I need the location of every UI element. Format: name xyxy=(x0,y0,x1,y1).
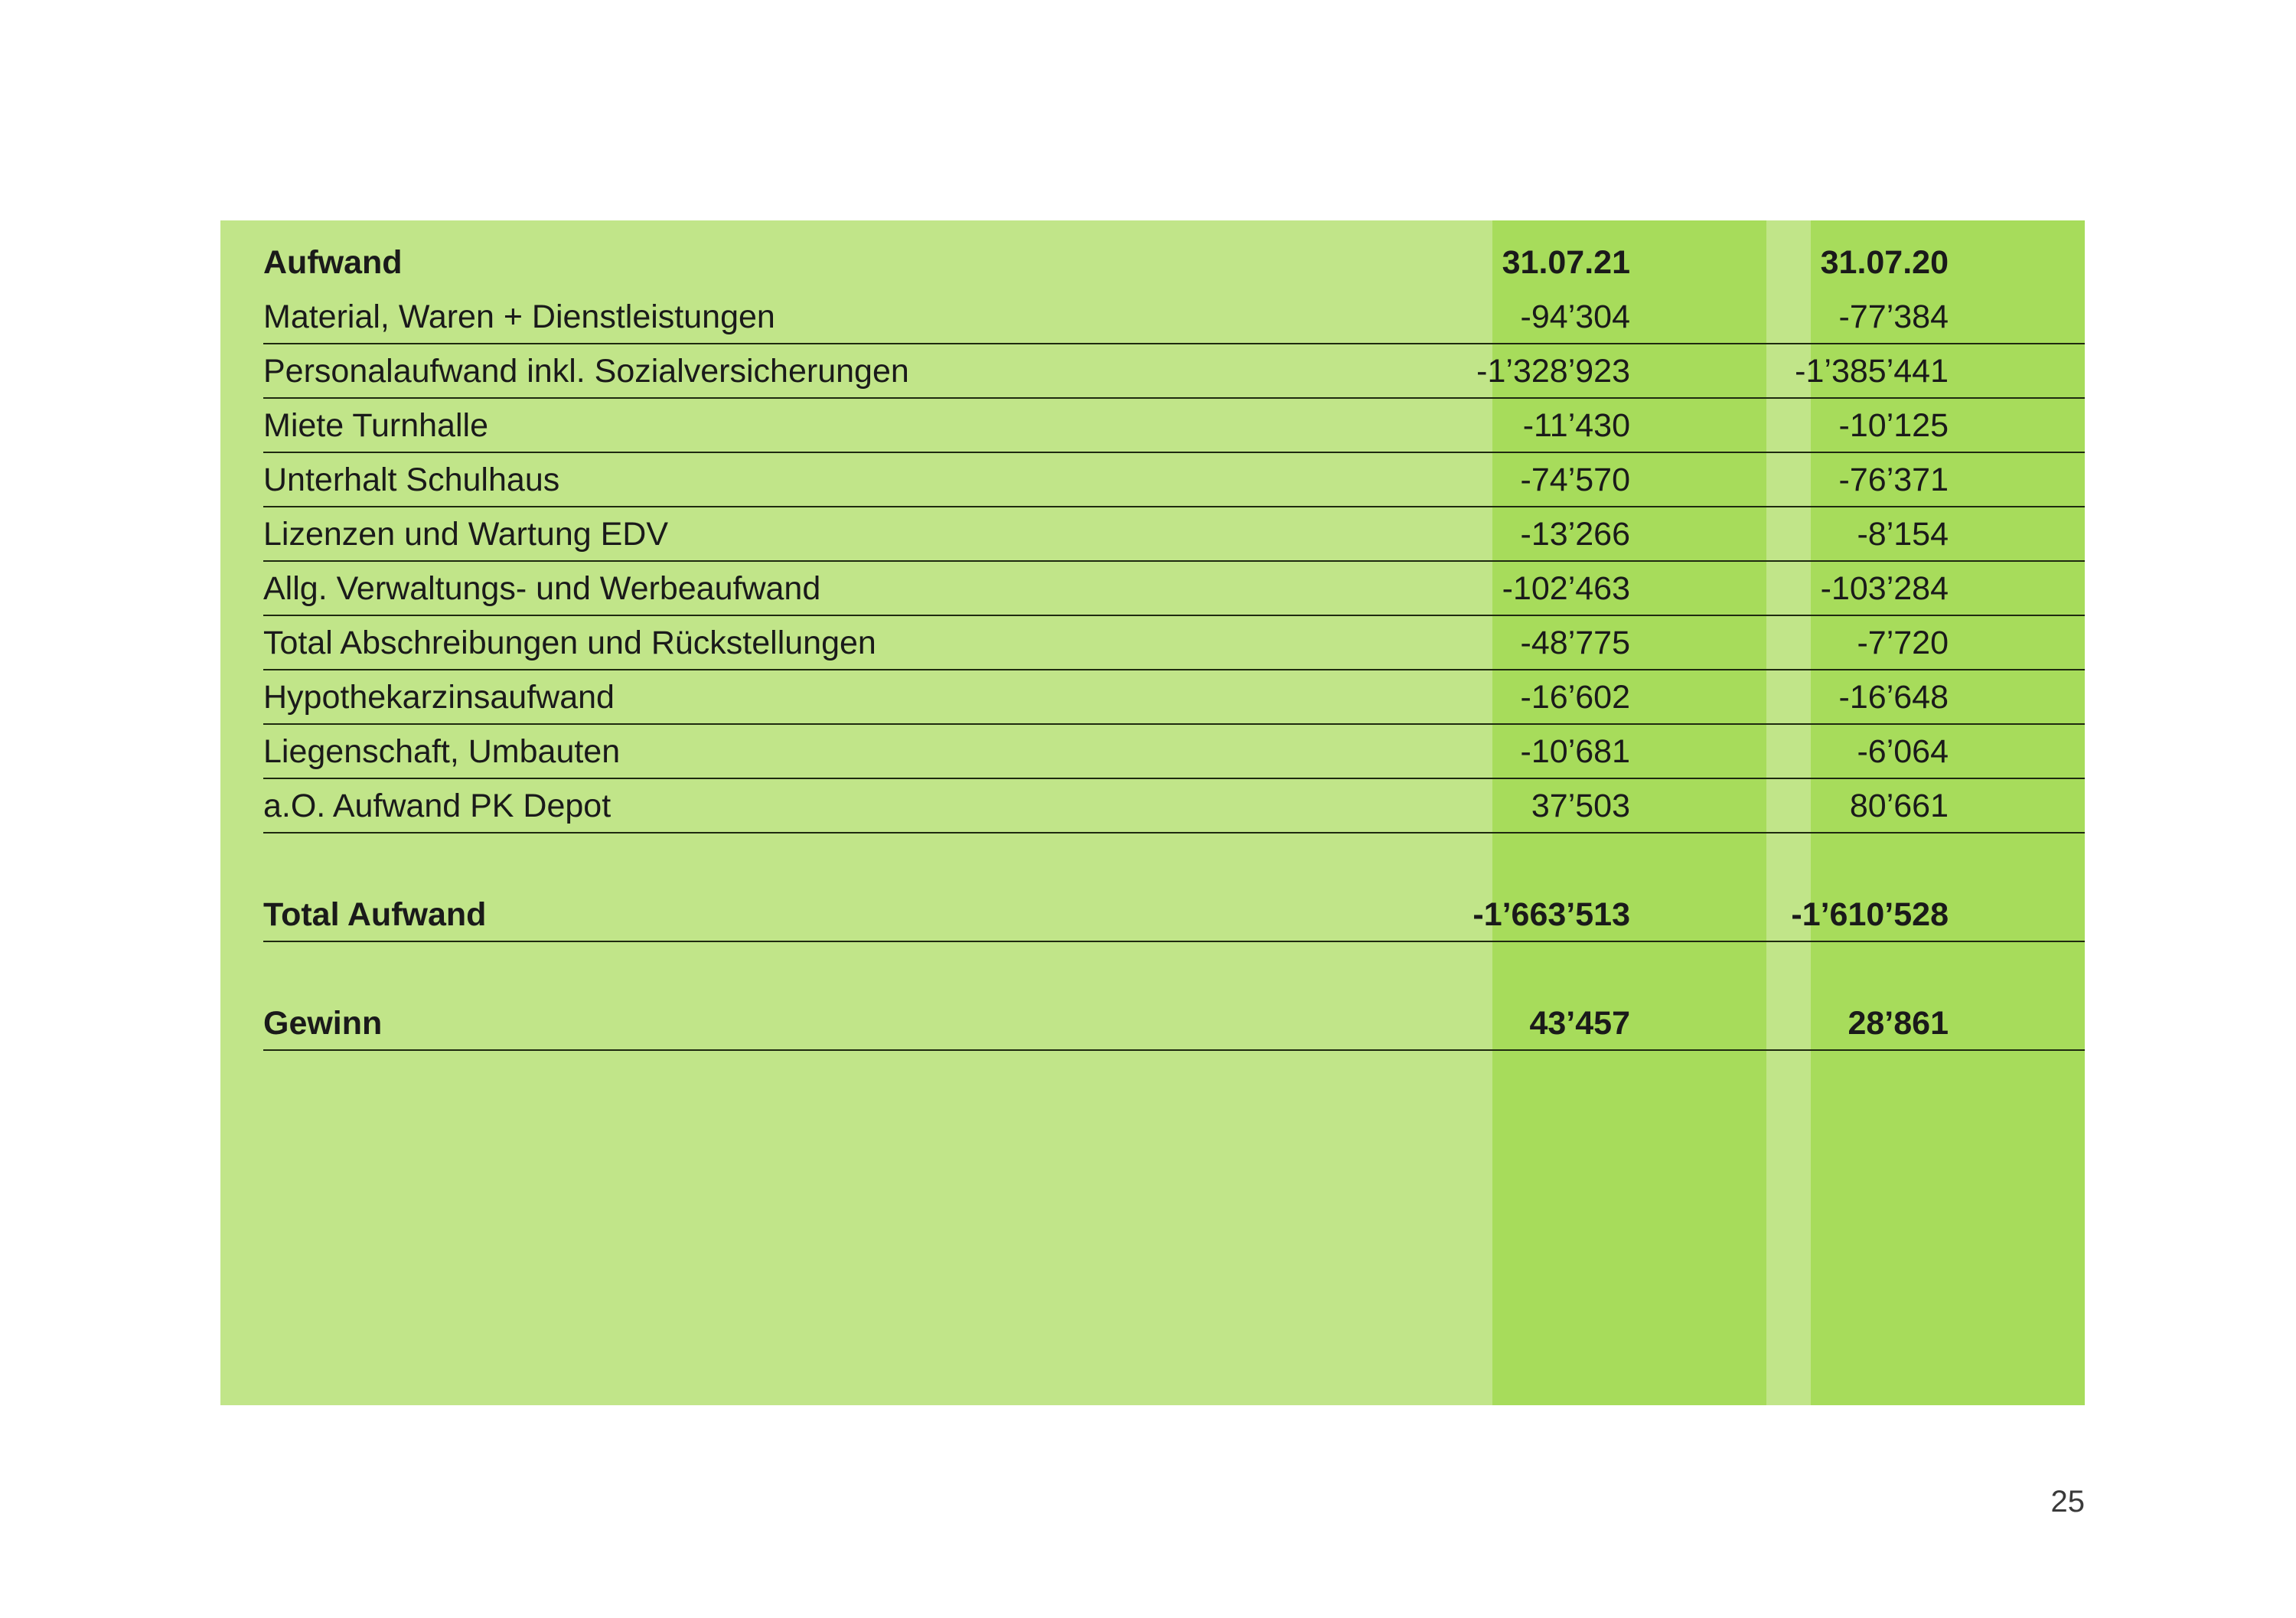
row-value-2021: -13’266 xyxy=(1520,516,1630,553)
table-row xyxy=(263,399,2085,453)
table-row xyxy=(263,616,2085,670)
row-label: Total Abschreibungen und Rückstellungen xyxy=(263,625,876,661)
table-row xyxy=(263,562,2085,616)
spacer xyxy=(263,833,2085,888)
profit-value-2021: 43’457 xyxy=(1529,1005,1630,1042)
row-value-2021: 37’503 xyxy=(1531,788,1630,824)
row-label: Unterhalt Schulhaus xyxy=(263,462,560,498)
row-value-2020: -16’648 xyxy=(1838,679,1949,716)
row-value-2020: -103’284 xyxy=(1820,570,1949,607)
total-row xyxy=(263,888,2085,942)
row-value-2021: -16’602 xyxy=(1520,679,1630,716)
row-value-2021: -1’328’923 xyxy=(1476,353,1630,390)
total-value-2020: -1’610’528 xyxy=(1791,896,1949,933)
row-label: Personalaufwand inkl. Sozialversicherungen xyxy=(263,353,909,390)
row-label: Hypothekarzinsaufwand xyxy=(263,679,615,716)
row-label: Allg. Verwaltungs- und Werbeaufwand xyxy=(263,570,821,607)
row-value-2021: -11’430 xyxy=(1522,407,1630,444)
table-row xyxy=(263,507,2085,562)
row-label: Material, Waren + Dienstleistungen xyxy=(263,298,775,335)
row-value-2021: -102’463 xyxy=(1502,570,1630,607)
row-label: Lizenzen und Wartung EDV xyxy=(263,516,669,553)
spacer xyxy=(263,942,2085,997)
row-value-2020: -76’371 xyxy=(1838,462,1949,498)
table-row xyxy=(263,344,2085,399)
row-value-2021: -94’304 xyxy=(1520,298,1630,335)
row-value-2020: 80’661 xyxy=(1849,788,1949,824)
header-col-2020: 31.07.20 xyxy=(1820,244,1949,281)
table-row xyxy=(263,779,2085,833)
profit-value-2020: 28’861 xyxy=(1848,1005,1949,1042)
row-value-2021: -48’775 xyxy=(1520,625,1630,661)
row-value-2020: -10’125 xyxy=(1838,407,1949,444)
row-value-2021: -10’681 xyxy=(1520,733,1630,770)
total-label: Total Aufwand xyxy=(263,896,487,933)
row-value-2020: -6’064 xyxy=(1857,733,1949,770)
table-row xyxy=(263,725,2085,779)
row-value-2020: -77’384 xyxy=(1838,298,1949,335)
table-header xyxy=(263,236,2085,290)
row-value-2020: -1’385’441 xyxy=(1795,353,1949,390)
profit-label: Gewinn xyxy=(263,1005,383,1042)
table-row xyxy=(263,453,2085,507)
header-col-2021: 31.07.21 xyxy=(1502,244,1630,281)
row-value-2021: -74’570 xyxy=(1520,462,1630,498)
expense-table xyxy=(263,236,2085,1051)
row-label: a.O. Aufwand PK Depot xyxy=(263,788,612,824)
row-label: Miete Turnhalle xyxy=(263,407,488,444)
table-row xyxy=(263,290,2085,344)
profit-row xyxy=(263,997,2085,1051)
row-value-2020: -8’154 xyxy=(1857,516,1949,553)
page-number: 25 xyxy=(2050,1485,2085,1519)
header-label: Aufwand xyxy=(263,244,403,281)
row-value-2020: -7’720 xyxy=(1857,625,1949,661)
table-row xyxy=(263,670,2085,725)
row-label: Liegenschaft, Umbauten xyxy=(263,733,621,770)
total-value-2021: -1’663’513 xyxy=(1473,896,1630,933)
